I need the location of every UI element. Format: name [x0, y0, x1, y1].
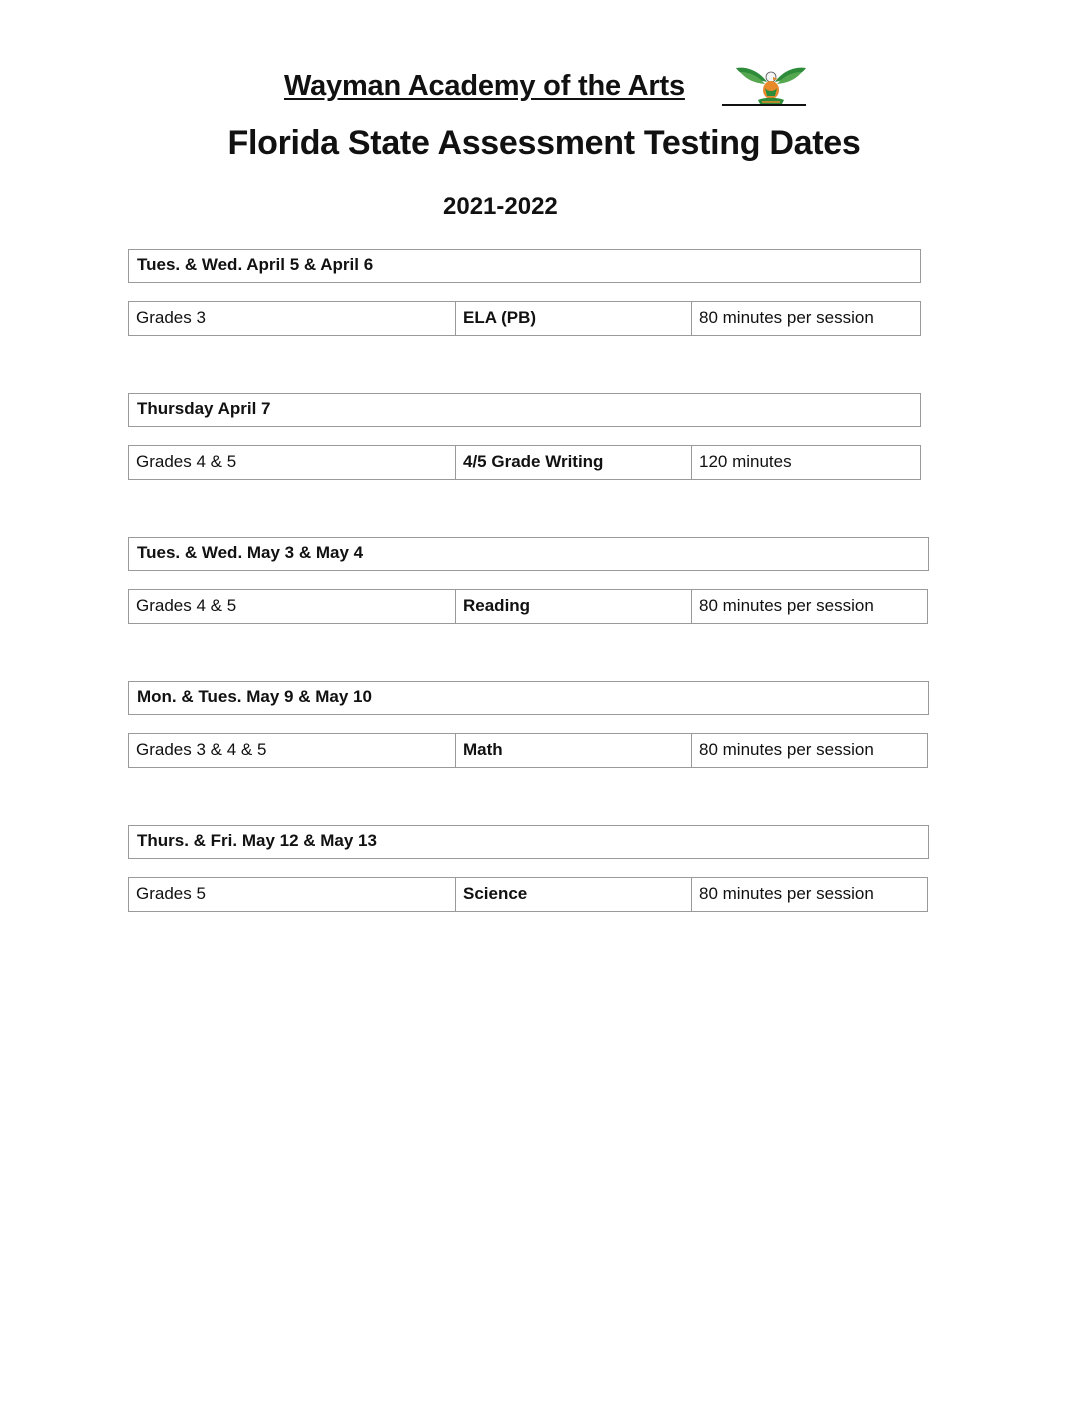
test-details-row	[128, 445, 921, 480]
test-details-row	[128, 301, 921, 336]
grades-cell: Grades 4 & 5	[136, 452, 237, 471]
school-year: 2021-2022	[443, 193, 558, 220]
grades-cell: Grades 4 & 5	[136, 596, 237, 615]
duration-cell: 120 minutes	[691, 446, 920, 479]
grades-cell: Grades 3 & 4 & 5	[136, 740, 267, 759]
test-dates-box: Thursday April 7	[128, 393, 921, 427]
eagle-logo-icon	[734, 62, 808, 108]
test-details-row	[128, 877, 928, 912]
test-dates-box: Thurs. & Fri. May 12 & May 13	[128, 825, 929, 859]
page-title-text: Florida State Assessment Testing Dates	[227, 124, 861, 162]
duration-cell: 80 minutes per session	[691, 590, 927, 623]
subject-cell: Math	[455, 734, 691, 767]
subject-cell: ELA (PB)	[455, 302, 691, 335]
test-dates-box: Mon. & Tues. May 9 & May 10	[128, 681, 929, 715]
subject-cell: 4/5 Grade Writing	[455, 446, 691, 479]
title-underline-extension	[722, 104, 806, 106]
test-details-row	[128, 589, 928, 624]
subject-cell: Science	[455, 878, 691, 911]
duration-cell: 80 minutes per session	[691, 878, 927, 911]
duration-cell: 80 minutes per session	[691, 734, 927, 767]
test-dates-box: Tues. & Wed. May 3 & May 4	[128, 537, 929, 571]
duration-cell: 80 minutes per session	[691, 302, 920, 335]
subject-cell: Reading	[455, 590, 691, 623]
grades-cell: Grades 3	[136, 308, 206, 327]
school-name: Wayman Academy of the Arts	[284, 70, 685, 102]
grades-cell: Grades 5	[136, 884, 206, 903]
test-dates-box: Tues. & Wed. April 5 & April 6	[128, 249, 921, 283]
page-title	[0, 124, 1088, 163]
test-details-row	[128, 733, 928, 768]
